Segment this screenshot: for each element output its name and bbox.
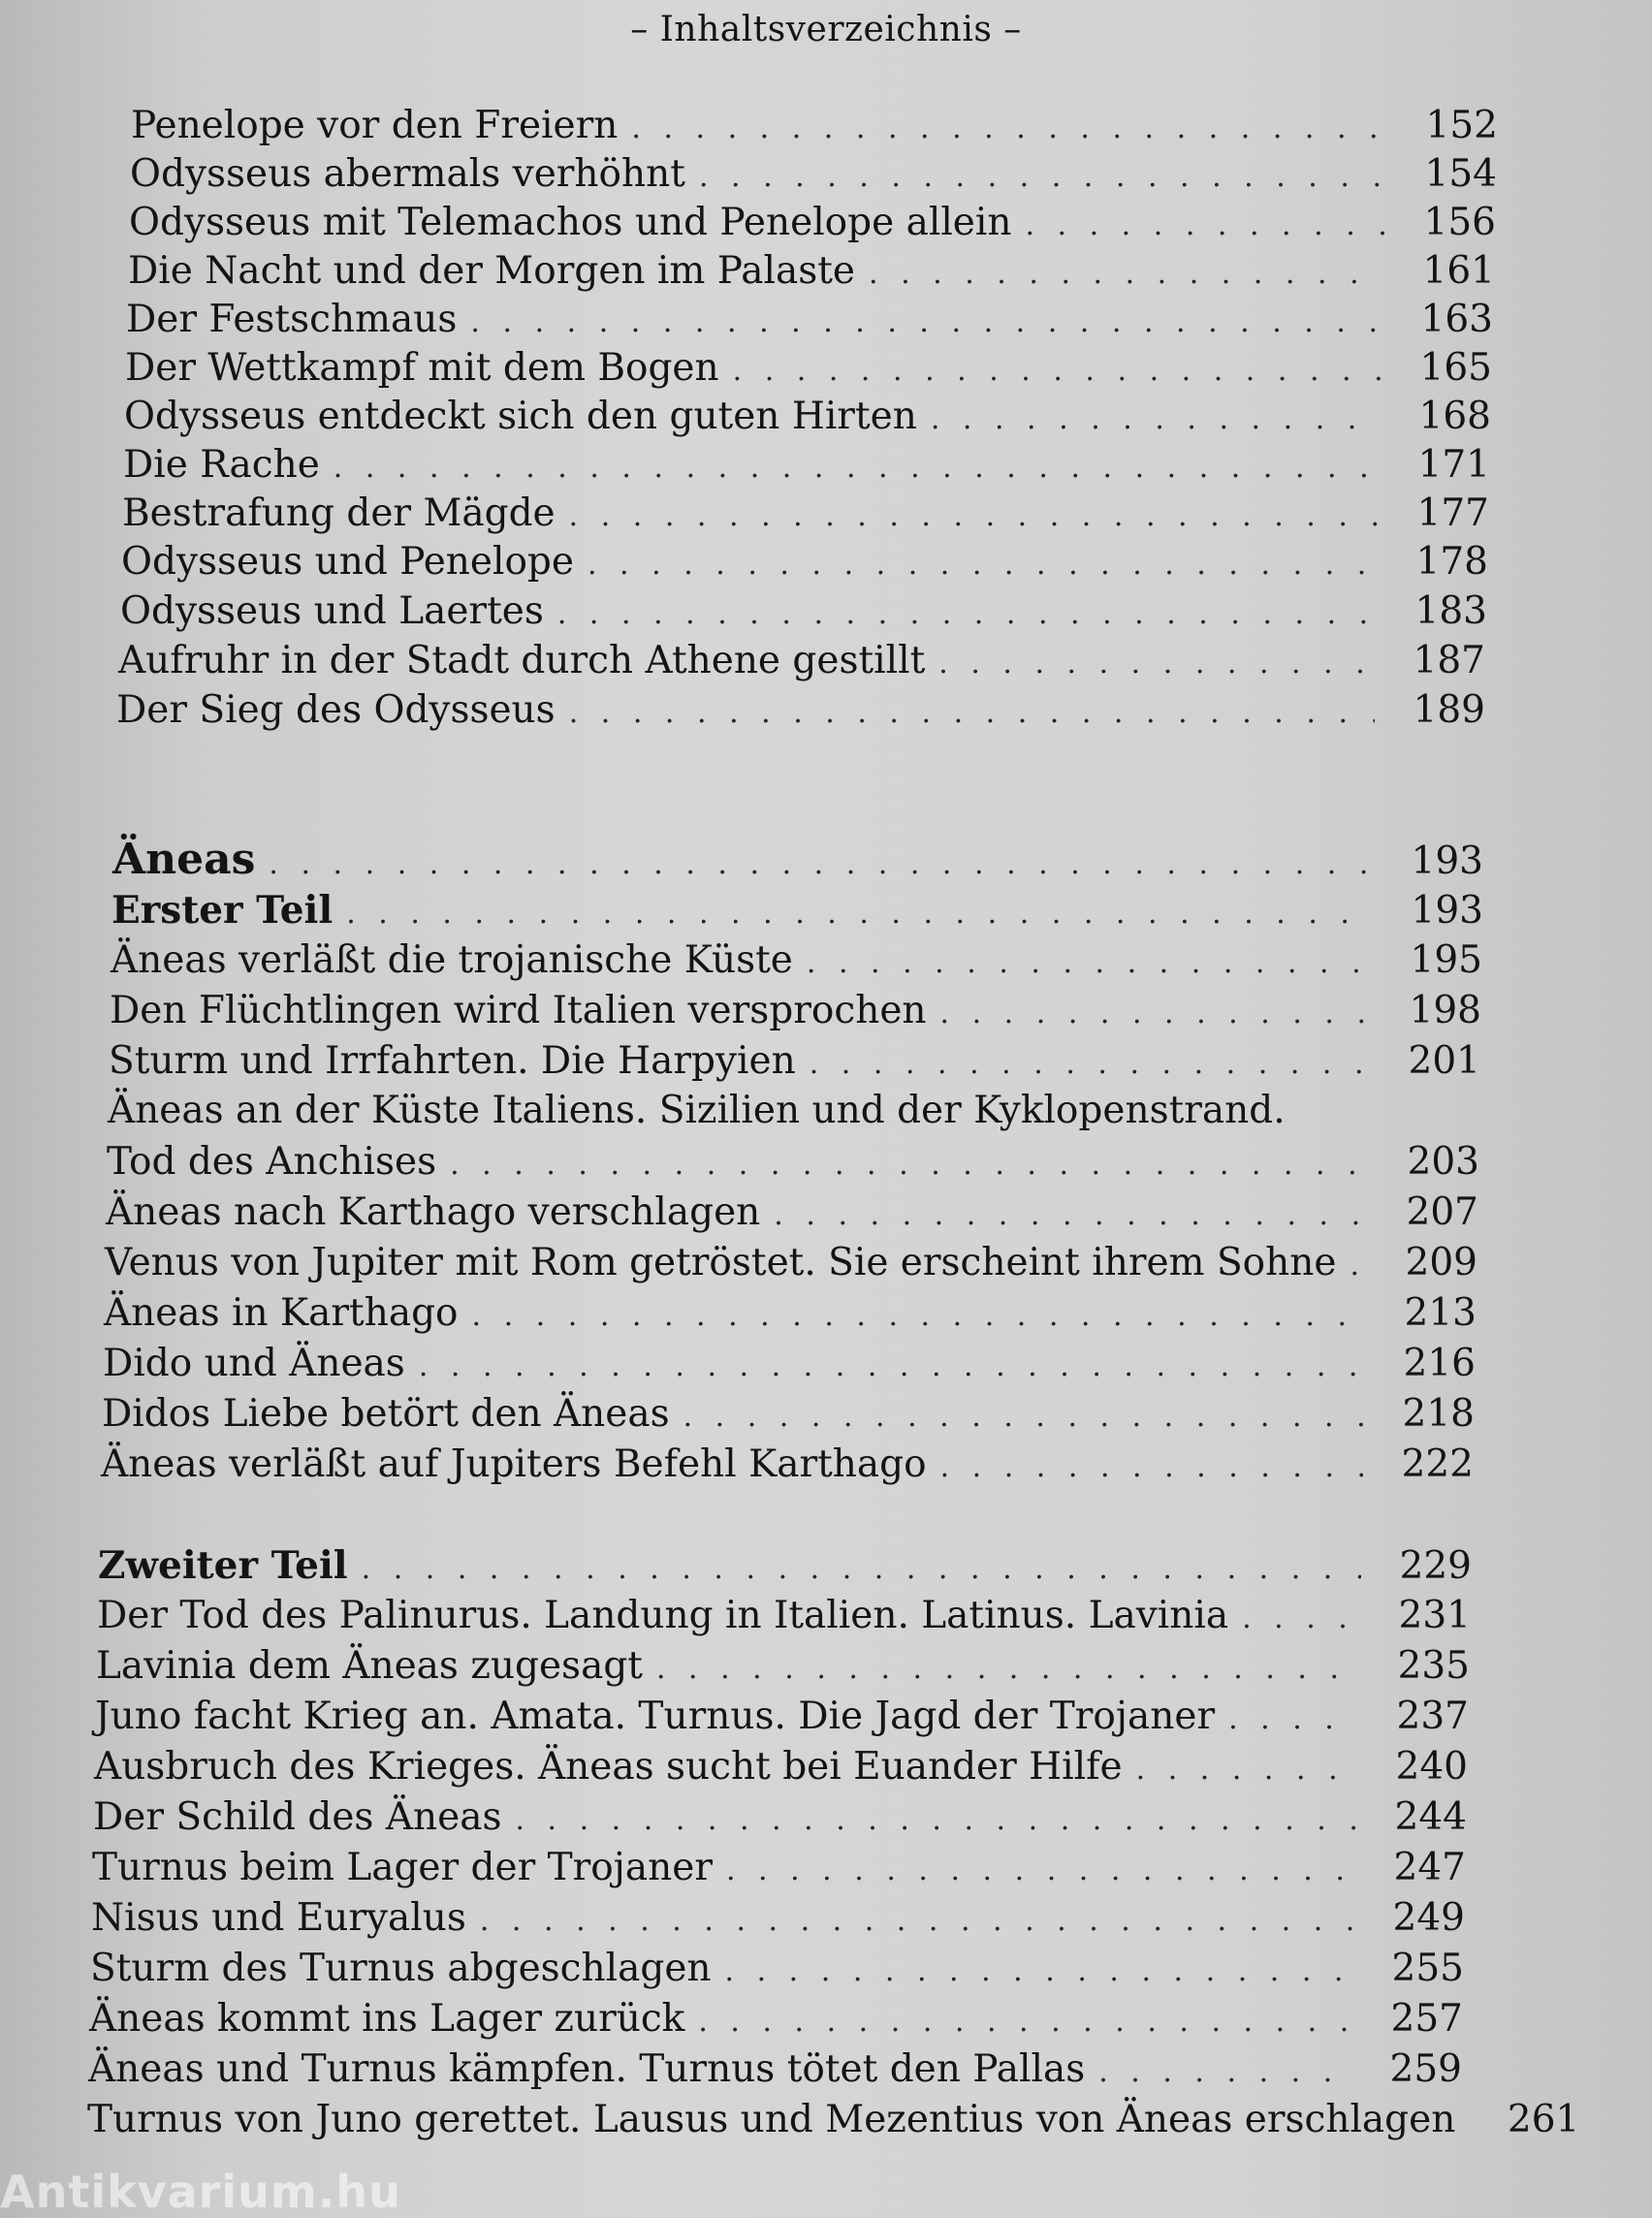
toc-entry-title: Der Sieg des Odysseus xyxy=(116,688,556,732)
toc-entry-page: 168 xyxy=(1418,395,1491,438)
dot-leader xyxy=(699,153,1386,202)
toc-entry-title: Der Schild des Äneas xyxy=(93,1795,502,1839)
dot-leader xyxy=(807,939,1372,988)
toc-entry xyxy=(123,441,1490,492)
toc-entry-page: 218 xyxy=(1402,1392,1475,1436)
toc-entry xyxy=(129,199,1496,250)
toc-entry xyxy=(125,344,1492,396)
toc-entry xyxy=(111,936,1482,988)
toc-entry-title: Odysseus und Penelope xyxy=(121,540,574,584)
dot-leader xyxy=(450,1141,1369,1189)
toc-entry-page: 187 xyxy=(1413,639,1485,682)
watermark: Antikvarium.hu xyxy=(0,2166,401,2218)
dot-leader xyxy=(725,1948,1353,1996)
toc-entry xyxy=(97,1592,1471,1643)
dot-leader xyxy=(931,396,1381,444)
toc-entry-page: 249 xyxy=(1392,1896,1465,1940)
toc-entry xyxy=(124,393,1491,444)
toc-entry-page: 156 xyxy=(1423,201,1496,244)
toc-entry xyxy=(88,2045,1462,2097)
toc-entry-title: Äneas in Karthago xyxy=(104,1291,459,1335)
dot-leader xyxy=(869,250,1384,299)
section-heading-aeneas xyxy=(112,836,1483,889)
toc-entry-page: 222 xyxy=(1401,1442,1474,1486)
toc-entry xyxy=(103,1340,1476,1391)
toc-entry xyxy=(130,150,1497,202)
toc-entry-title: Turnus beim Lager der Trojaner xyxy=(92,1846,713,1889)
toc-entry-title: Odysseus abermals verhöhnt xyxy=(130,152,685,196)
toc-entry-title: Der Wettkampf mit dem Bogen xyxy=(125,346,719,390)
toc-entry-page: 240 xyxy=(1395,1745,1468,1789)
dot-leader xyxy=(362,1545,1361,1594)
dot-leader xyxy=(557,590,1377,639)
toc-entry xyxy=(87,2096,1580,2147)
toc-entry-title: Der Tod des Palinurus. Landung in Italien. Latinus. Lavinia xyxy=(97,1594,1229,1637)
toc-entry-page: 247 xyxy=(1393,1846,1466,1889)
dot-leader xyxy=(656,1645,1359,1694)
dot-leader xyxy=(726,1847,1355,1895)
part-heading-erster-teil xyxy=(111,886,1483,938)
toc-entry-page: 207 xyxy=(1406,1190,1478,1234)
part-heading-zweiter-teil xyxy=(98,1541,1472,1594)
toc-entry xyxy=(91,1894,1465,1946)
toc-entry-title: Odysseus mit Telemachos und Penelope allein xyxy=(129,201,1012,244)
toc-entry-title: Zweiter Teil xyxy=(98,1543,348,1588)
dot-leader xyxy=(472,1292,1366,1341)
toc-entry xyxy=(122,490,1489,541)
dot-leader xyxy=(774,1191,1368,1240)
toc-entry-title: Didos Liebe betört den Äneas xyxy=(102,1392,670,1436)
toc-entry-title: Den Flüchtlingen wird Italien versprochen xyxy=(110,989,927,1032)
toc-entry-title: Nisus und Euryalus xyxy=(91,1896,466,1940)
dot-leader xyxy=(588,541,1378,589)
toc-entry xyxy=(128,247,1495,299)
toc-entry-page: 231 xyxy=(1398,1594,1471,1637)
toc-entry-page: 257 xyxy=(1390,1997,1463,2041)
toc-entry-page: 213 xyxy=(1404,1291,1477,1335)
toc-entry-title: Äneas xyxy=(112,835,256,884)
dot-leader xyxy=(631,105,1387,153)
toc-entry-title: Sturm und Irrfahrten. Die Harpyien xyxy=(109,1039,796,1083)
toc-entry xyxy=(90,1945,1464,1996)
toc-entry-title: Ausbruch des Krieges. Äneas sucht bei Euander Hilfe xyxy=(94,1745,1123,1789)
toc-entry-title: Die Nacht und der Morgen im Palaste xyxy=(128,249,856,293)
toc-entry-page: 195 xyxy=(1410,938,1482,982)
toc-entry-title: Aufruhr in der Stadt durch Athene gestillt xyxy=(118,639,926,682)
toc-entry xyxy=(93,1793,1467,1845)
toc-entry-title: Venus von Jupiter mit Rom getröstet. Sie erscheint ihrem Sohne xyxy=(105,1241,1337,1284)
dot-leader xyxy=(940,990,1371,1038)
toc-entry-title: Der Festschmaus xyxy=(126,298,458,341)
toc-entry xyxy=(92,1844,1466,1895)
dot-leader xyxy=(569,689,1375,738)
toc-entry xyxy=(106,1188,1478,1240)
toc-entry-page: 161 xyxy=(1422,249,1495,293)
toc-entry-title: Odysseus und Laertes xyxy=(120,589,544,633)
toc-entry-title: Äneas verläßt die trojanische Küste xyxy=(111,938,793,982)
toc-entry xyxy=(89,1995,1463,2046)
toc-entry xyxy=(102,1390,1475,1442)
toc-entry xyxy=(118,637,1485,688)
toc-entry-title-line: Äneas an der Küste Italiens. Sizilien und der Kyklopenstrand. xyxy=(108,1089,1286,1132)
toc-entry-page: 171 xyxy=(1417,443,1490,487)
toc-entry-page: 165 xyxy=(1419,346,1492,390)
toc-entry xyxy=(131,102,1498,153)
toc-entry xyxy=(105,1239,1477,1290)
dot-leader xyxy=(269,840,1373,889)
toc-entry xyxy=(107,1138,1479,1189)
dot-leader xyxy=(1025,202,1385,250)
toc-entry xyxy=(96,1642,1470,1694)
toc-entry-page: 229 xyxy=(1399,1544,1472,1588)
dot-leader xyxy=(334,444,1380,492)
dot-leader xyxy=(1350,1242,1367,1290)
toc-entry-page: 244 xyxy=(1394,1795,1467,1839)
dot-leader xyxy=(698,1998,1352,2046)
toc-entry-page: 261 xyxy=(1507,2098,1580,2141)
toc-entry-title: Erster Teil xyxy=(111,888,334,933)
toc-entry-page: 203 xyxy=(1407,1140,1479,1184)
toc-entry-title: Penelope vor den Freiern xyxy=(131,104,619,147)
toc-entry-page: 193 xyxy=(1411,840,1483,883)
toc-entry-page: 193 xyxy=(1411,889,1483,933)
toc-entry-title: Die Rache xyxy=(123,443,320,487)
toc-entry xyxy=(101,1441,1474,1492)
toc-entry-page: 183 xyxy=(1414,589,1487,633)
toc-entry-title: Bestrafung der Mägde xyxy=(122,491,556,535)
toc-entry-page: 177 xyxy=(1416,491,1489,535)
toc-entry-page: 154 xyxy=(1424,152,1497,196)
toc-entry-title: Sturm des Turnus abgeschlagen xyxy=(90,1947,712,1990)
toc-entry-page: 189 xyxy=(1413,688,1485,732)
dot-leader xyxy=(733,347,1382,396)
toc-entry-page: 235 xyxy=(1397,1644,1470,1688)
toc-entry-page: 209 xyxy=(1405,1241,1477,1284)
dot-leader xyxy=(1136,1746,1357,1794)
toc-entry xyxy=(121,538,1488,589)
dot-leader xyxy=(683,1393,1364,1442)
toc-entry xyxy=(104,1289,1477,1341)
dot-leader xyxy=(1242,1595,1360,1643)
dot-leader xyxy=(1228,1695,1358,1744)
toc-entry xyxy=(109,1037,1480,1089)
toc-entry-page: 255 xyxy=(1391,1947,1464,1990)
toc-entry-page: 201 xyxy=(1408,1039,1480,1083)
dot-leader xyxy=(940,1443,1363,1492)
toc-entry-title: Lavinia dem Äneas zugesagt xyxy=(96,1644,643,1688)
toc-entry-page: 237 xyxy=(1396,1695,1469,1738)
dot-leader xyxy=(810,1040,1370,1089)
running-header: – Inhaltsverzeichnis – xyxy=(630,10,1022,49)
toc-entry-page: 152 xyxy=(1425,104,1498,147)
dot-leader xyxy=(938,640,1375,688)
dot-leader xyxy=(515,1796,1356,1845)
toc-entry-page: 198 xyxy=(1409,989,1481,1032)
toc-entry-page: 178 xyxy=(1415,540,1488,584)
toc-entry-title: Odysseus entdeckt sich den guten Hirten xyxy=(124,395,917,438)
toc-entry xyxy=(95,1693,1469,1744)
dot-leader xyxy=(346,890,1373,938)
toc-entry-title: Äneas nach Karthago verschlagen xyxy=(106,1190,761,1234)
dot-leader xyxy=(470,299,1382,347)
toc-entry-title: Turnus von Juno gerettet. Lausus und Mezentius von Äneas erschlagen xyxy=(87,2098,1456,2141)
toc-entry-title: Äneas und Turnus kämpfen. Turnus tötet den Pallas xyxy=(88,2047,1086,2091)
toc-entry-page: 259 xyxy=(1389,2047,1462,2091)
toc-entry xyxy=(116,686,1485,738)
toc-entry xyxy=(120,587,1487,639)
toc-entry-title: Äneas verläßt auf Jupiters Befehl Karthago xyxy=(101,1442,927,1486)
toc-entry-page: 216 xyxy=(1403,1342,1476,1385)
toc-entry xyxy=(110,987,1481,1038)
toc-entry xyxy=(126,296,1493,347)
toc-entry-title: Tod des Anchises xyxy=(107,1140,437,1184)
dot-leader xyxy=(569,492,1379,541)
toc-entry xyxy=(94,1743,1468,1794)
toc-entry-title: Dido und Äneas xyxy=(103,1342,405,1385)
toc-entry-title: Juno facht Krieg an. Amata. Turnus. Die Jagd der Trojaner xyxy=(95,1695,1216,1738)
dot-leader xyxy=(480,1897,1354,1946)
dot-leader xyxy=(1098,2048,1351,2097)
toc-entry-title: Äneas kommt ins Lager zurück xyxy=(89,1997,685,2041)
toc-entry-page: 163 xyxy=(1420,298,1493,341)
dot-leader xyxy=(419,1343,1365,1391)
